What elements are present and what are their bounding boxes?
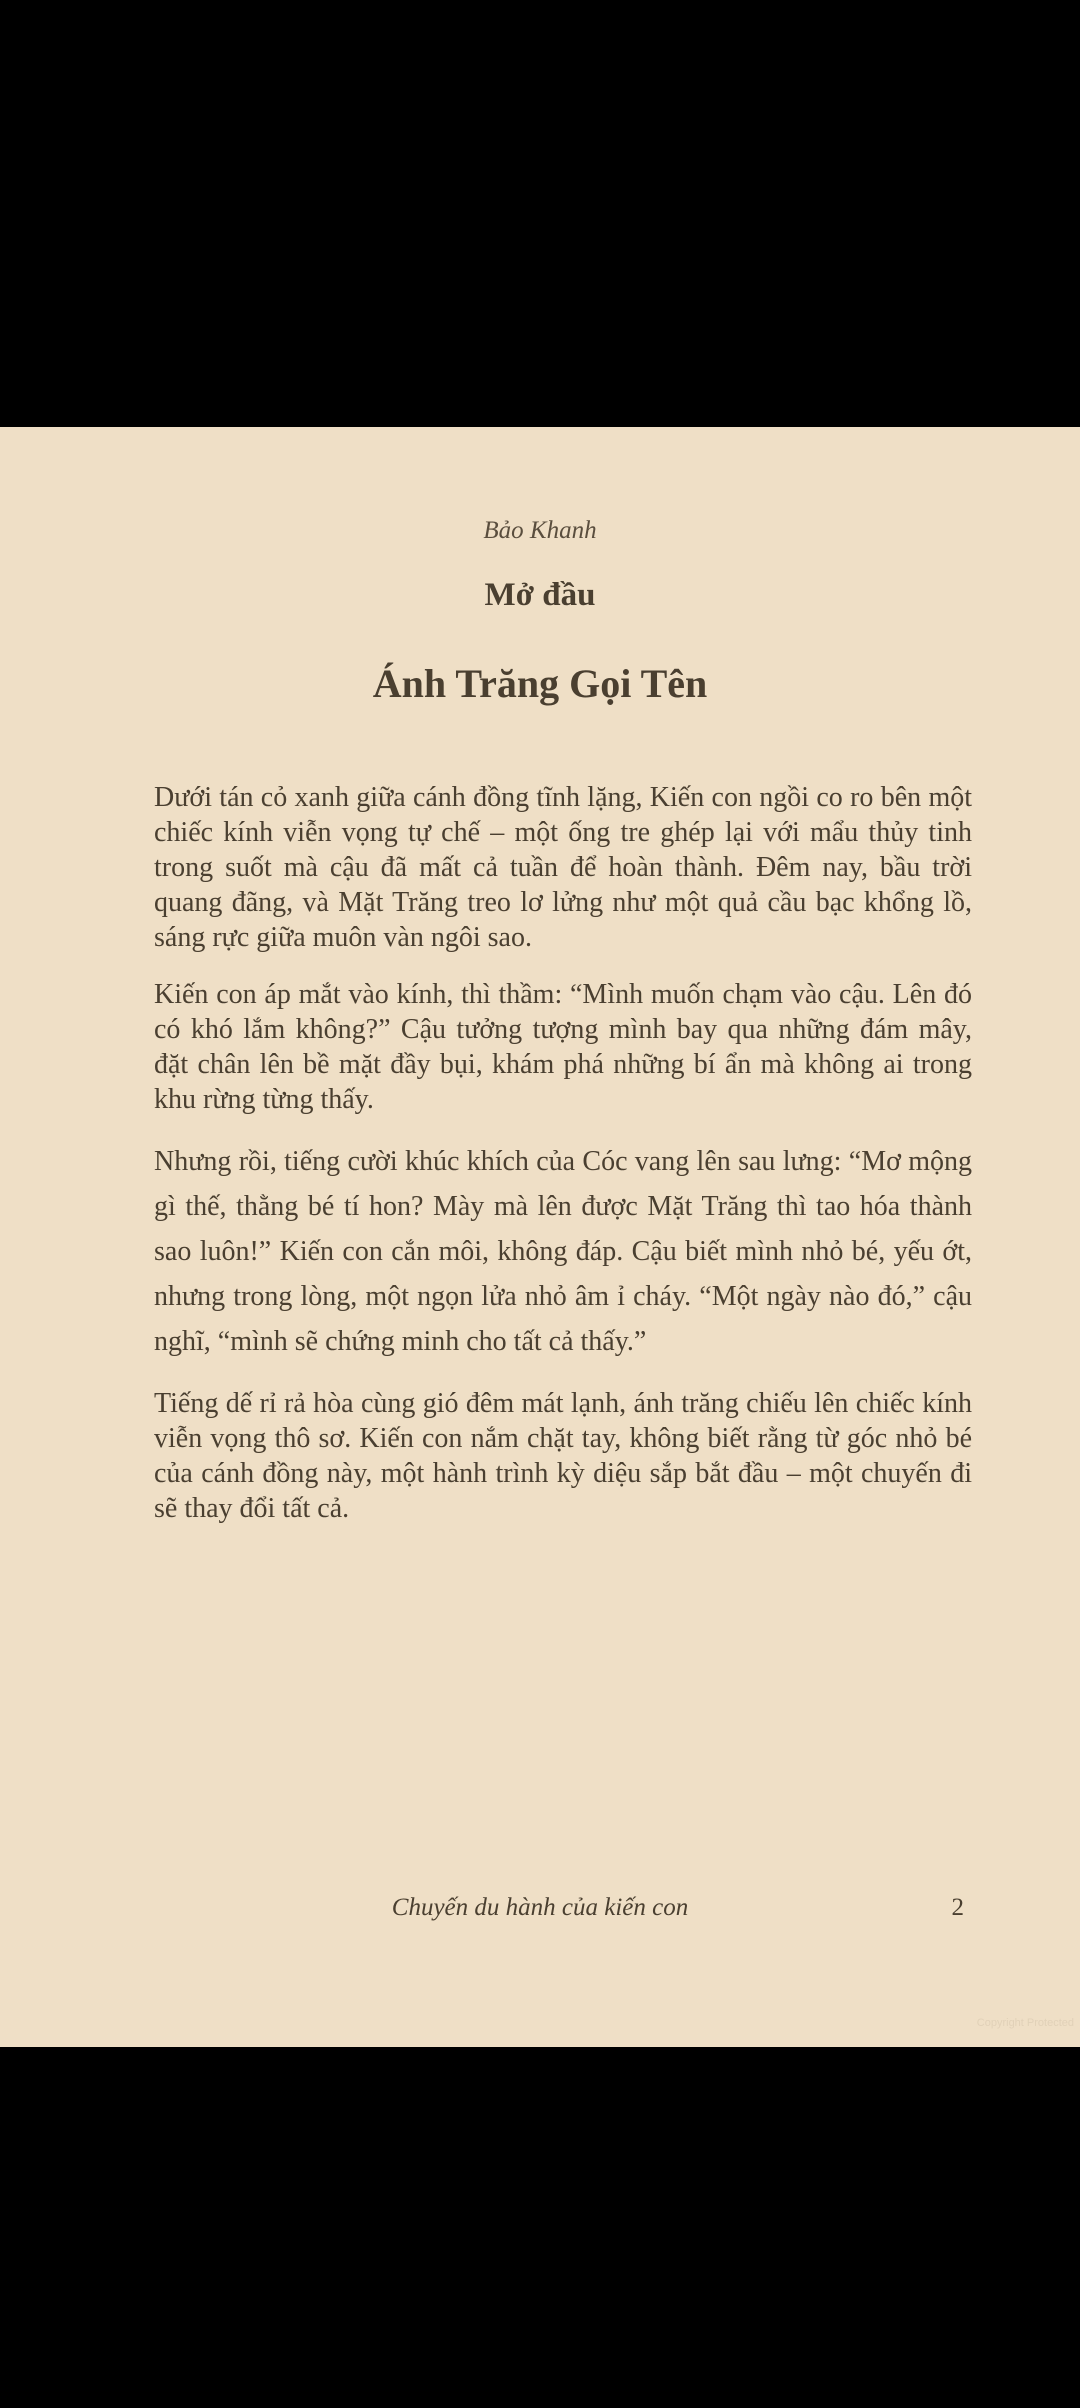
paragraph-2: Kiến con áp mắt vào kính, thì thầm: “Mình muốn chạm vào cậu. Lên đó có khó lắm không?” Cậu tưởng tượng mình bay qua những đám mây, đặt chân lên bề mặt đầy bụi, khám phá những bí ẩn mà không ai trong khu rừng từng thấy. [154,979,972,1115]
footer-book-title: Chuyến du hành của kiến con [391,1894,689,1921]
author-header: Bảo Khanh [483,517,597,544]
page-number: 2 [951,1894,964,1921]
paragraph-4: Tiếng dế rỉ rả hòa cùng gió đêm mát lạnh, ánh trăng chiếu lên chiếc kính viễn vọng thô sơ. Kiến con nắm chặt tay, không biết rằng từ góc nhỏ bé của cánh đồng này, một hành trình kỳ diệu sắp bắt đầu – một chuyến đi sẽ thay đổi tất cả. [154,1388,972,1524]
chapter-title: Ánh Trăng Gọi Tên [372,661,708,706]
chapter-body [154,780,972,1548]
chapter-label: Mở đầu [484,577,596,613]
bottom-letterbox [0,2047,1080,2408]
paragraph-1: Dưới tán cỏ xanh giữa cánh đồng tĩnh lặng, Kiến con ngồi co ro bên một chiếc kính viễn vọng tự chế – một ống tre ghép lại với mẩu thủy tinh trong suốt mà cậu đã mất cả tuần để hoàn thành. Đêm nay, bầu trời quang đãng, và Mặt Trăng treo lơ lửng như một quả cầu bạc khổng lồ, sáng rực giữa muôn vàn ngôi sao. [154,782,972,953]
watermark: Copyright Protected [976,2017,1074,2029]
book-page[interactable] [0,427,1080,2047]
paragraph-3: Nhưng rồi, tiếng cười khúc khích của Cóc vang lên sau lưng: “Mơ mộng gì thế, thằng bé tí hon? Mày mà lên được Mặt Trăng thì tao hóa thành sao luôn!” Kiến con cắn môi, không đáp. Cậu biết mình nhỏ bé, yếu ớt, nhưng trong lòng, một ngọn lửa nhỏ âm ỉ cháy. “Một ngày nào đó,” cậu nghĩ, “mình sẽ chứng minh cho tất cả thấy.” [154,1146,972,1357]
top-letterbox [0,0,1080,427]
